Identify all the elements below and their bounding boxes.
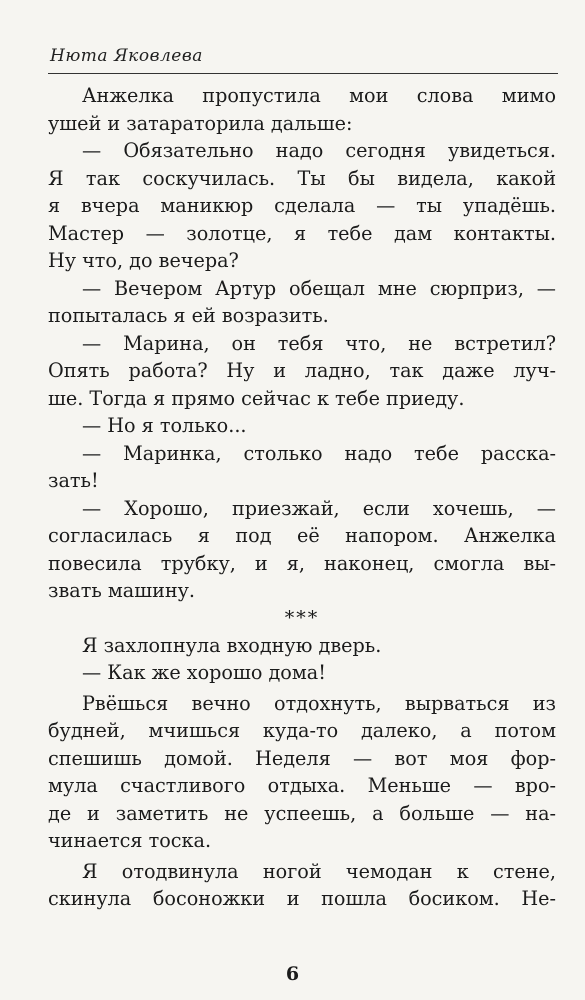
- text-line: зать!: [48, 469, 99, 492]
- text-line: Ну что, до вечера?: [48, 249, 239, 272]
- text-line: согласилась я под её напором. Анжелка: [48, 524, 556, 547]
- text-line: повесила трубку, и я, наконец, смогла вы-: [48, 551, 556, 575]
- text-line: — Хорошо, приезжай, если хочешь, —: [82, 496, 556, 520]
- section-separator: ***: [284, 606, 320, 629]
- paragraph: [48, 690, 556, 855]
- text-line: будней, мчишься куда-то далеко, а потом: [48, 719, 556, 742]
- text-line: ушей и затараторила дальше:: [48, 111, 353, 135]
- text-line: ше. Тогда я прямо сейчас к тебе приеду.: [48, 386, 465, 410]
- header-rule: [48, 73, 558, 74]
- text-line: Я так соскучилась. Ты бы видела, какой: [48, 166, 556, 190]
- text-line: я вчера маникюр сделала — ты упадёшь.: [48, 194, 556, 217]
- running-header-author: Нюта Яковлева: [50, 46, 203, 66]
- text-line: Я захлопнула входную дверь.: [82, 633, 382, 657]
- text-line: — Обязательно надо сегодня увидеться.: [82, 139, 556, 162]
- text-line: скинула босоножки и пошла босиком. Не-: [48, 887, 556, 910]
- text-line: — Вечером Артур обещал мне сюрприз, —: [82, 276, 556, 300]
- text-line: Мастер — золотце, я тебе дам контакты.: [48, 221, 556, 245]
- paragraph: [48, 440, 556, 495]
- text-line: чинается тоска.: [48, 829, 212, 852]
- text-line: де и заметить не успеешь, а больше — на-: [48, 801, 556, 825]
- paragraph: [48, 412, 556, 440]
- text-line: спешишь домой. Неделя — вот моя фор-: [48, 746, 556, 770]
- page-number: 6: [285, 963, 300, 985]
- paragraph: [48, 82, 556, 137]
- page-body: [48, 82, 556, 913]
- paragraph: [48, 632, 556, 660]
- text-line: попыталась я ей возразить.: [48, 304, 329, 327]
- text-line: Анжелка пропустила мои слова мимо: [82, 84, 556, 107]
- text-line: — Но я только...: [82, 414, 247, 437]
- text-line: Рвёшься вечно отдохнуть, вырваться из: [82, 691, 556, 715]
- paragraph: [48, 137, 556, 275]
- paragraph: [48, 330, 556, 413]
- paragraph: [48, 659, 556, 687]
- paragraph: [48, 275, 556, 330]
- paragraph: [48, 495, 556, 605]
- paragraph: [48, 858, 556, 913]
- text-line: — Как же хорошо дома!: [82, 661, 326, 684]
- text-line: Опять работа? Ну и ладно, так даже луч-: [48, 359, 556, 382]
- text-line: звать машину.: [48, 579, 196, 602]
- text-line: — Маринка, столько надо тебе расска-: [82, 441, 556, 465]
- text-line: мула счастливого отдыха. Меньше — вро-: [48, 774, 556, 797]
- text-line: Я отодвинула ногой чемодан к стене,: [82, 859, 556, 883]
- text-line: — Марина, он тебя что, не встретил?: [82, 331, 556, 355]
